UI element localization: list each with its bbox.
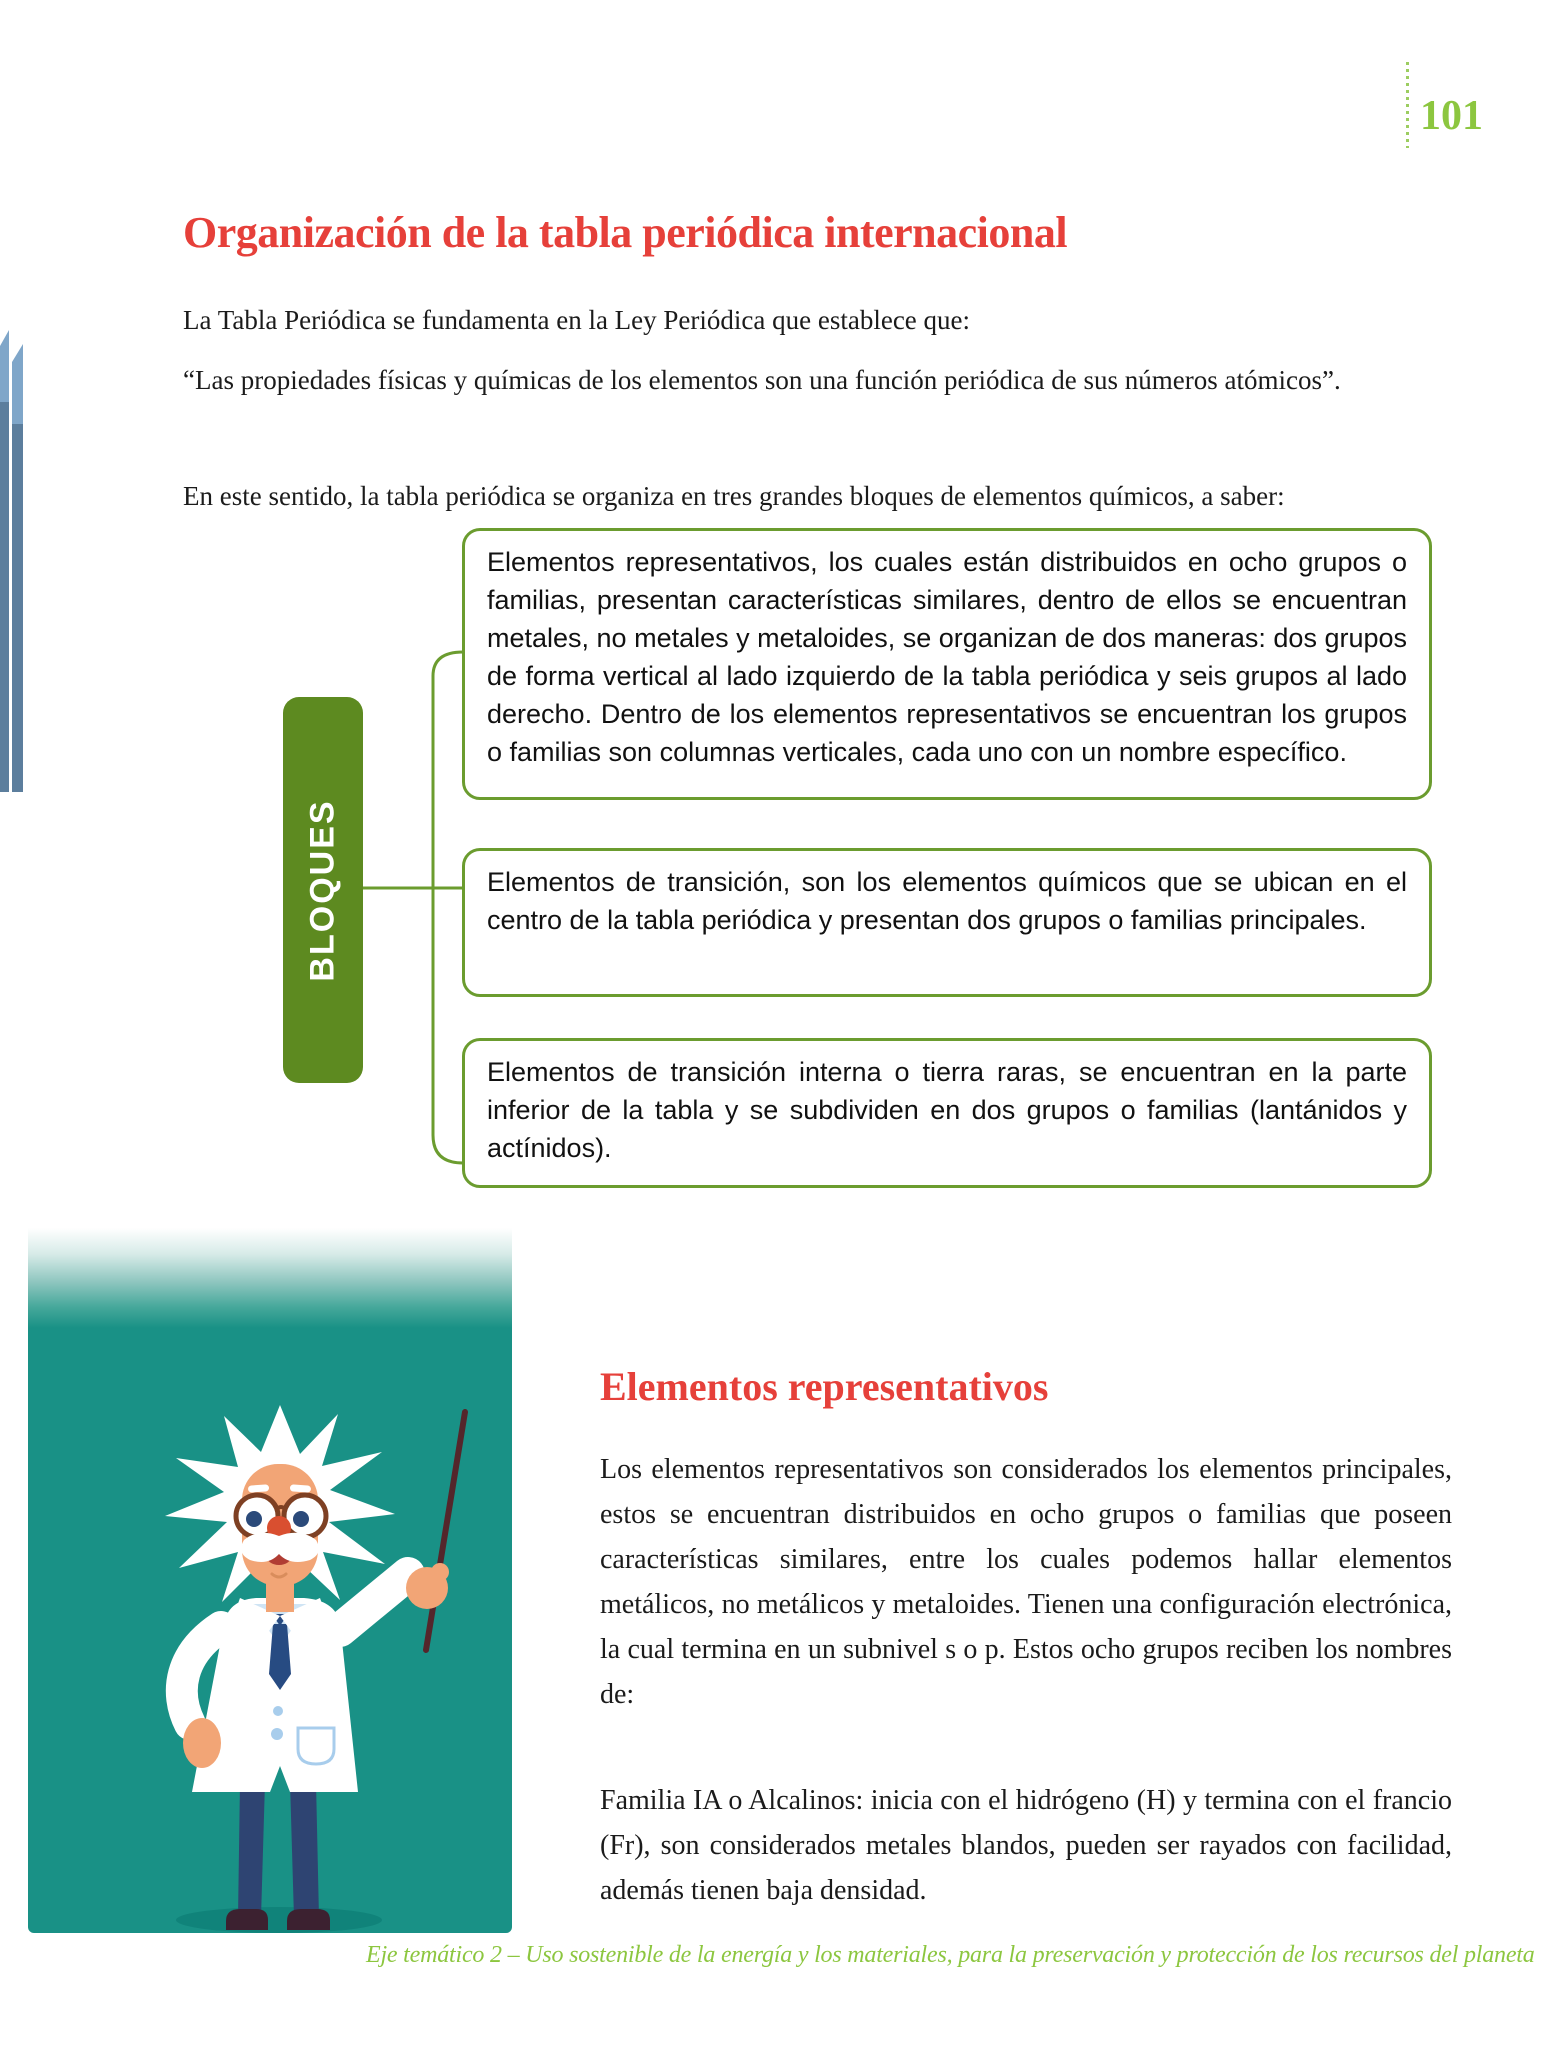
- bloques-label-box: [283, 697, 363, 1083]
- diagram-box-3-text: Elementos de transición interna o tierra raras, se encuentran en la parte inferior de la tabla y se subdividen en dos grupos o familias (lantánidos y actínidos).: [487, 1057, 1407, 1163]
- spine-stripe-inner: [12, 344, 23, 792]
- pointer-stick: [426, 1412, 465, 1650]
- intro-paragraph-1: La Tabla Periódica se fundamenta en la Ley Periódica que establece que:: [183, 305, 971, 335]
- spine-stripe-outer: [0, 330, 9, 792]
- footer-theme-line: Eje temático 2 – Uso sostenible de la energía y los materiales, para la preservación y protección de los recursos del planeta: [366, 1942, 1535, 1968]
- diagram-connector-lines: [355, 630, 475, 1190]
- section-title: Elementos representativos: [600, 1364, 1049, 1410]
- dotted-rule: [1406, 62, 1409, 148]
- diagram-box-1-text: Elementos representativos, los cuales están distribuidos en ocho grupos o familias, presentan características similares, dentro de ellos se encuentran metales, no metales y metaloides, se organizan de dos maneras: dos grupos de forma vertical al lado izquierdo de la tabla periódica y seis grupos al lado derecho. Dentro de los elementos representativos se encuentran los grupos o familias son columnas verticales, cada uno con un nombre específico.: [487, 547, 1408, 767]
- intro-paragraph-2: “Las propiedades físicas y químicas de los elementos son una función periódica de sus números atómicos”.: [183, 365, 1341, 395]
- page-number: 101: [1420, 93, 1483, 139]
- intro-paragraph-3: En este sentido, la tabla periódica se organiza en tres grandes bloques de elementos químicos, a saber:: [183, 481, 1285, 511]
- shadow: [176, 1907, 382, 1933]
- section-paragraph-2: Familia IA o Alcalinos: inicia con el hidrógeno (H) y termina con el francio (Fr), son considerados metales blandos, pueden ser rayados con facilidad, además tienen baja densidad.: [600, 1785, 1452, 1906]
- diagram-box-transicion: [462, 848, 1432, 997]
- diagram-box-representativos: [462, 528, 1432, 800]
- bloques-label: BLOQUES: [303, 798, 342, 982]
- diagram-box-transicion-interna: [462, 1038, 1432, 1188]
- section-paragraph-1: Los elementos representativos son considerados los elementos principales, estos se encuentran distribuidos en ocho grupos o familias que poseen características similares, entre los cuales podemos hallar elementos metálicos, no metálicos y metaloides. Tienen una configuración electrónica, la cual termina en un subnivel s o p. Estos ocho grupos reciben los nombres de:: [600, 1454, 1452, 1710]
- illustration-panel: [28, 1222, 512, 1933]
- scientist-illustration: [28, 1222, 512, 1933]
- diagram-box-2-text: Elementos de transición, son los elementos químicos que se ubican en el centro de la tabla periódica y presentan dos grupos o familias principales.: [487, 867, 1407, 935]
- page-title: Organización de la tabla periódica internacional: [183, 208, 1068, 258]
